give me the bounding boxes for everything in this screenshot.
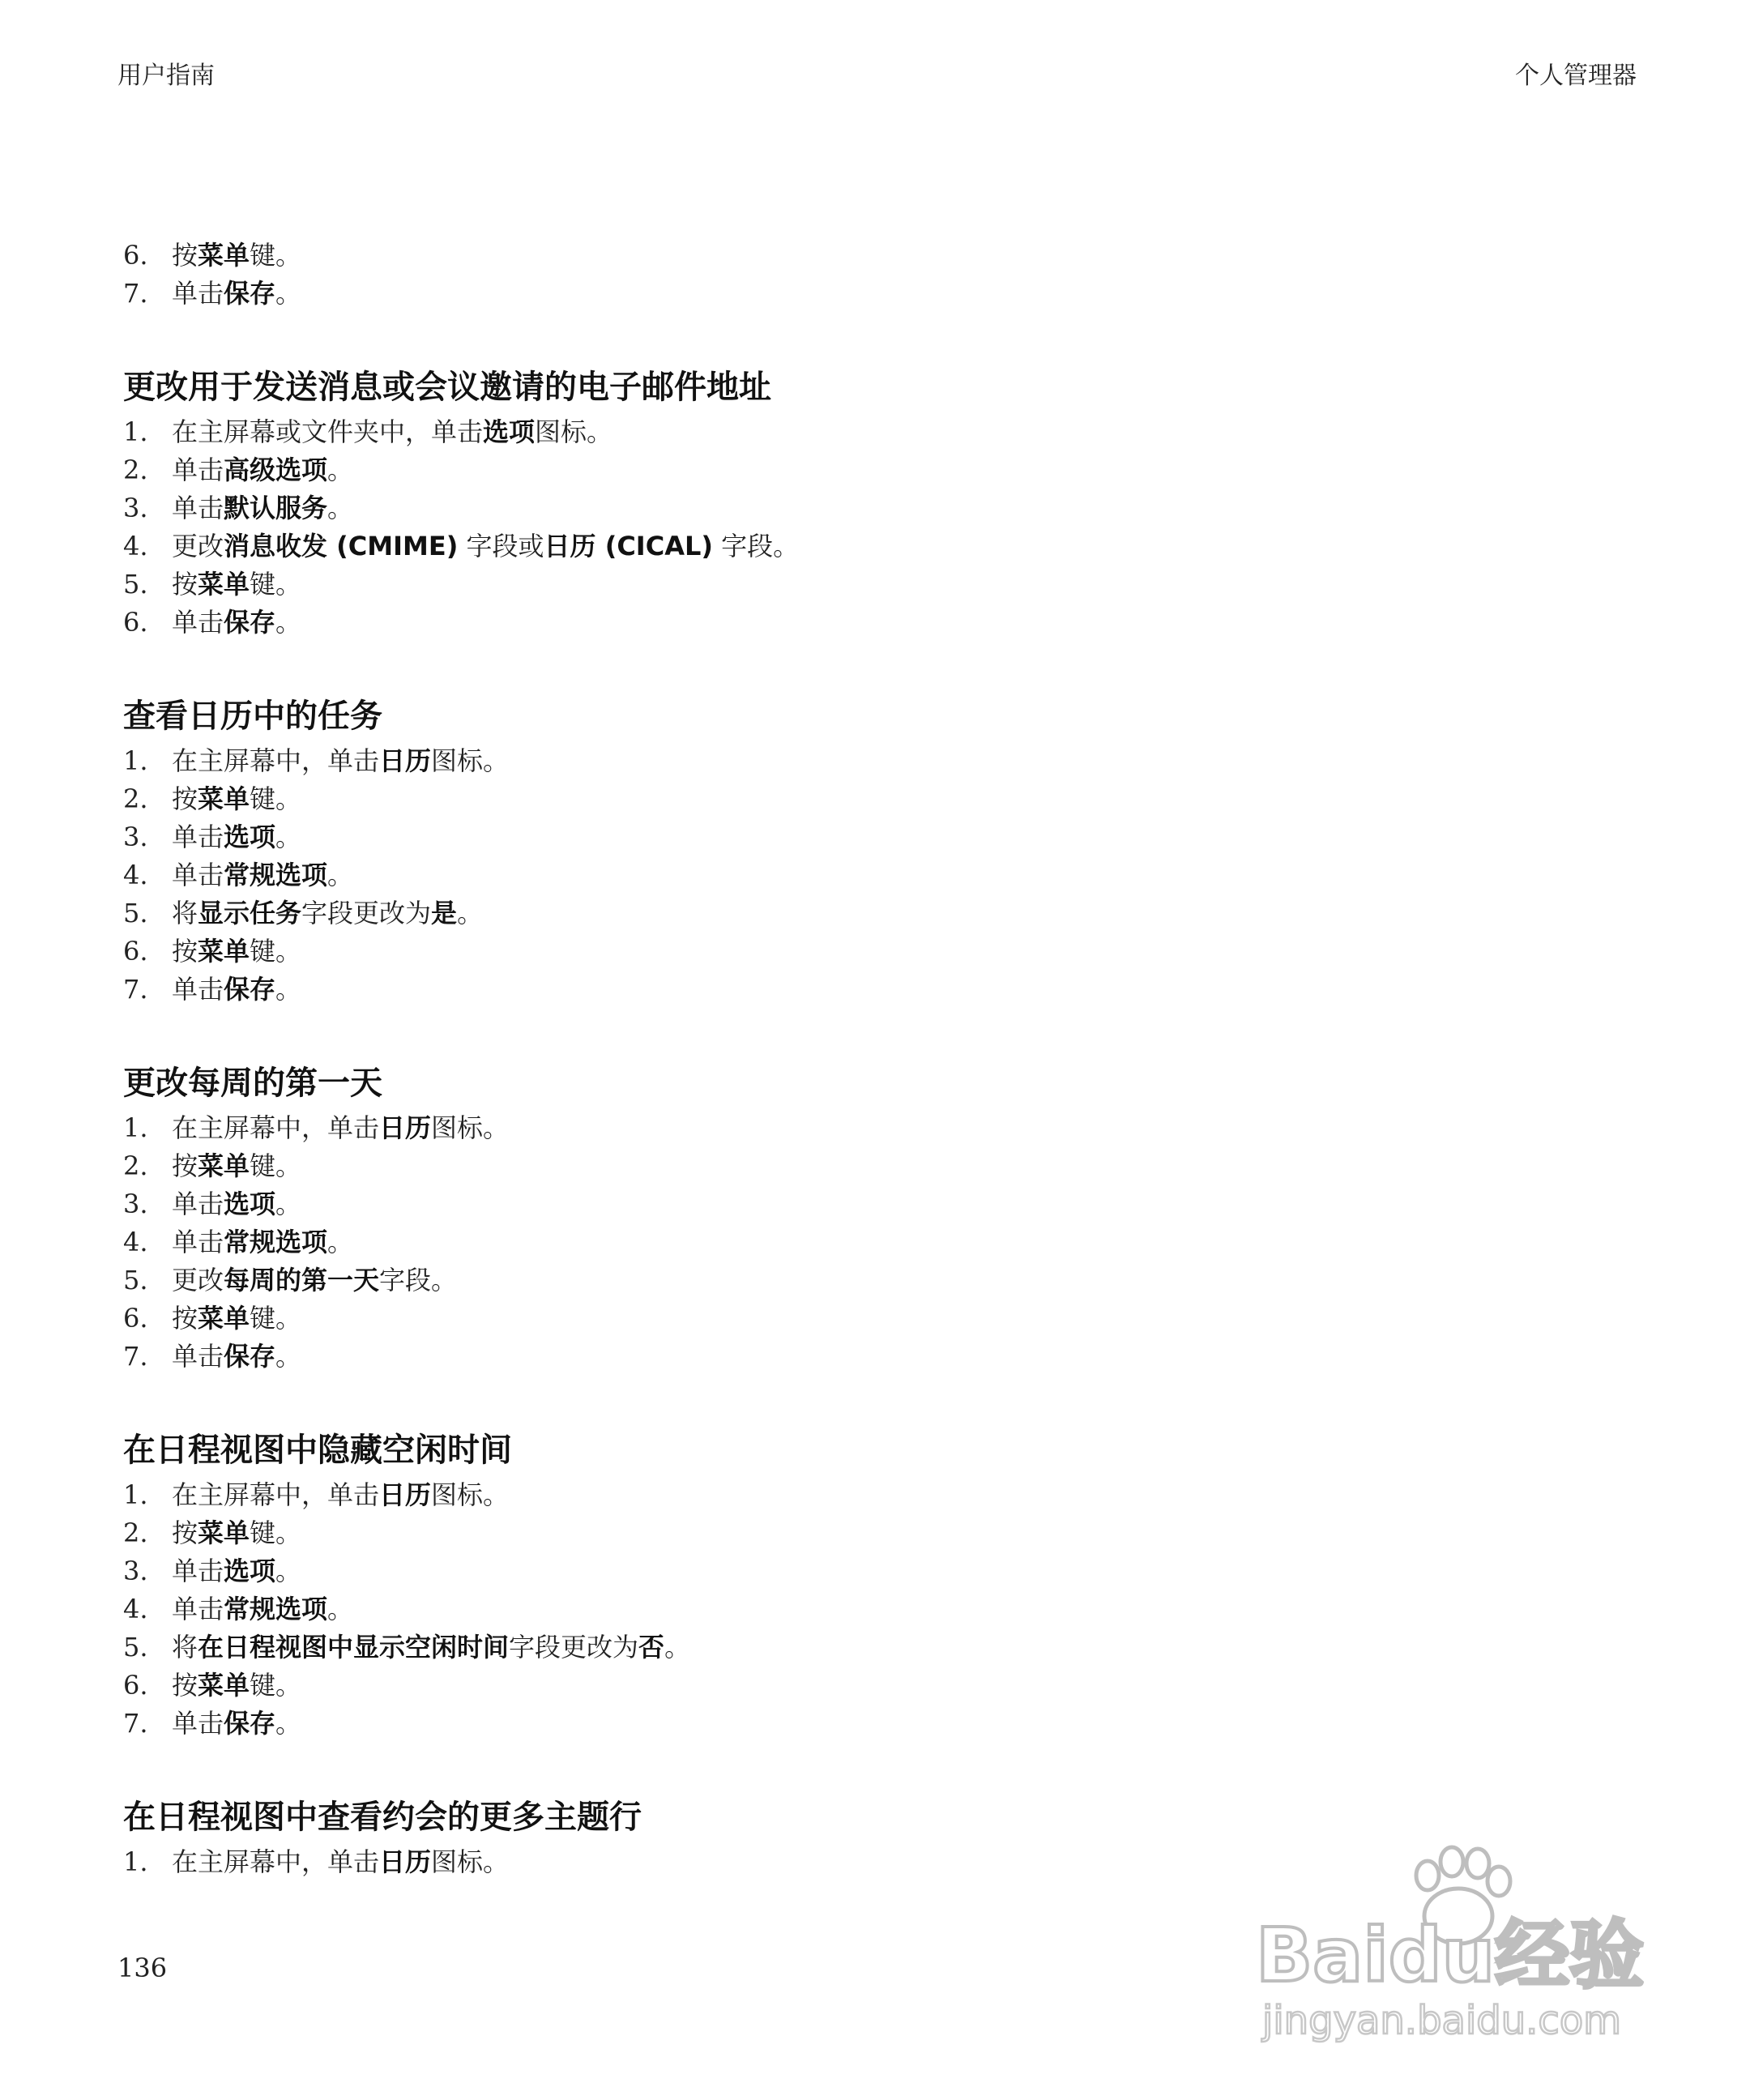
- step-list: [123, 413, 1500, 642]
- ui-term: 菜单: [198, 569, 250, 600]
- step-text: [172, 1147, 301, 1185]
- ui-term: 日历: [379, 1479, 432, 1510]
- step-text: [172, 1667, 301, 1705]
- ui-term: 保存: [224, 974, 276, 1005]
- ui-term: 是: [431, 898, 458, 928]
- step-item: [123, 742, 1500, 780]
- step-text: [172, 1223, 353, 1261]
- step-text-segment: 键。: [250, 936, 302, 967]
- step-number: 1.: [123, 1112, 148, 1143]
- step-item: [123, 1109, 1500, 1147]
- step-text-segment: 按: [172, 1150, 198, 1181]
- step-text-segment: 按: [172, 1303, 198, 1334]
- step-text-segment: 更改: [172, 1265, 224, 1295]
- step-text-segment: 将: [172, 1632, 198, 1662]
- ui-term: 选项: [224, 1556, 276, 1586]
- ui-term: 菜单: [198, 1670, 250, 1701]
- step-number: 7.: [123, 278, 148, 309]
- step-text: [172, 1476, 509, 1514]
- step-text: [172, 1514, 301, 1552]
- step-text: [172, 566, 301, 604]
- step-item: [123, 527, 1500, 566]
- step-text: [172, 237, 301, 275]
- step-number: 4.: [123, 860, 148, 890]
- ui-term: 每周的第一天: [224, 1265, 380, 1295]
- step-text-segment: 。: [327, 1227, 354, 1257]
- step-item: [123, 489, 1500, 527]
- step-item: [123, 818, 1500, 856]
- ui-term: 常规选项: [224, 1594, 328, 1624]
- step-text: [172, 413, 612, 451]
- step-text: [172, 818, 301, 856]
- step-number: 3.: [123, 493, 148, 523]
- ui-term: 选项: [224, 822, 276, 852]
- step-text-segment: 。: [275, 1708, 302, 1739]
- step-text-segment: 。: [327, 455, 354, 485]
- step-item: [123, 1628, 1500, 1667]
- step-text-segment: 。: [327, 1594, 354, 1624]
- step-text-segment: 单击: [172, 1556, 224, 1586]
- step-text-segment: 。: [275, 278, 302, 309]
- step-item: [123, 1147, 1500, 1185]
- step-text-segment: 图标。: [431, 745, 510, 776]
- step-text-segment: 单击: [172, 455, 224, 485]
- step-number: 7.: [123, 1341, 148, 1372]
- step-text-segment: 在主屏幕中，单击: [172, 1846, 380, 1877]
- step-item: [123, 1667, 1500, 1705]
- step-text-segment: 。: [664, 1632, 691, 1662]
- ui-term: 在日程视图中显示空闲时间: [198, 1632, 510, 1662]
- ui-term: 菜单: [198, 936, 250, 967]
- baidu-paw-logo-icon: [1248, 1839, 1669, 2050]
- step-number: 2.: [123, 455, 148, 485]
- baidu-jingyan-watermark: [1248, 1839, 1669, 2050]
- section: [123, 237, 1500, 313]
- step-number: 5.: [123, 569, 148, 600]
- step-number: 4.: [123, 1594, 148, 1624]
- step-item: [123, 237, 1500, 275]
- step-text-segment: 按: [172, 1670, 198, 1701]
- header-guide-title: 用户指南: [117, 62, 215, 90]
- step-number: 6.: [123, 936, 148, 967]
- ui-term: 日历: [379, 1846, 432, 1877]
- ui-term: 高级选项: [224, 455, 328, 485]
- step-item: [123, 780, 1500, 818]
- ui-term: 保存: [224, 1708, 276, 1739]
- step-text: [172, 1628, 690, 1667]
- section-title: 在日程视图中查看约会的更多主题行: [123, 1799, 642, 1836]
- section-title: 更改每周的第一天: [123, 1065, 382, 1102]
- step-text-segment: 按: [172, 783, 198, 814]
- ui-term: 常规选项: [224, 1227, 328, 1257]
- step-item: [123, 275, 1500, 313]
- step-text: [172, 894, 483, 933]
- step-text-segment: 单击: [172, 974, 224, 1005]
- step-text-segment: 单击: [172, 1227, 224, 1257]
- step-text-segment: 键。: [250, 1150, 302, 1181]
- step-number: 1.: [123, 1479, 148, 1510]
- step-list: [123, 1109, 1500, 1376]
- ui-term: 显示任务: [198, 898, 302, 928]
- step-text-segment: 。: [275, 1341, 302, 1372]
- step-text-segment: 字段或: [458, 531, 544, 561]
- step-text-segment: 。: [275, 1189, 302, 1219]
- step-number: 4.: [123, 1227, 148, 1257]
- step-text: [172, 275, 301, 313]
- ui-term: 保存: [224, 1341, 276, 1372]
- step-item: [123, 1552, 1500, 1590]
- ui-term: 保存: [224, 607, 276, 638]
- ui-term: 菜单: [198, 1303, 250, 1334]
- ui-term: 日历 (CICAL): [544, 531, 713, 561]
- step-text: [172, 1300, 301, 1338]
- step-number: 5.: [123, 898, 148, 928]
- step-item: [123, 1261, 1500, 1300]
- step-item: [123, 856, 1500, 894]
- step-text: [172, 856, 353, 894]
- step-text: [172, 489, 353, 527]
- step-number: 1.: [123, 416, 148, 447]
- step-item: [123, 894, 1500, 933]
- ui-term: 选项: [224, 1189, 276, 1219]
- step-item: [123, 1300, 1500, 1338]
- step-text-segment: 按: [172, 1517, 198, 1548]
- step-number: 6.: [123, 1670, 148, 1701]
- ui-term: 菜单: [198, 1150, 250, 1181]
- step-item: [123, 451, 1500, 489]
- step-item: [123, 933, 1500, 971]
- section: [123, 366, 1500, 642]
- step-number: 3.: [123, 1556, 148, 1586]
- step-text-segment: 将: [172, 898, 198, 928]
- step-number: 4.: [123, 531, 148, 561]
- step-text: [172, 933, 301, 971]
- step-list: [123, 237, 1500, 313]
- section: [123, 695, 1500, 1009]
- step-item: [123, 1514, 1500, 1552]
- step-text-segment: 字段更改为: [301, 898, 432, 928]
- step-text: [172, 604, 301, 642]
- ui-term: 菜单: [198, 1517, 250, 1548]
- step-text-segment: 单击: [172, 1341, 224, 1372]
- step-text-segment: 。: [327, 493, 354, 523]
- ui-term: 菜单: [198, 240, 250, 271]
- step-text-segment: 图标。: [431, 1479, 510, 1510]
- step-text: [172, 1552, 301, 1590]
- step-number: 1.: [123, 745, 148, 776]
- step-text: [172, 780, 301, 818]
- step-text-segment: 字段。: [379, 1265, 458, 1295]
- step-text: [172, 1843, 509, 1881]
- step-text-segment: 在主屏幕或文件夹中，单击: [172, 416, 484, 447]
- step-text-segment: 。: [275, 607, 302, 638]
- step-number: 6.: [123, 240, 148, 271]
- step-text-segment: 单击: [172, 1189, 224, 1219]
- section: [123, 1429, 1500, 1743]
- step-text-segment: 图标。: [535, 416, 613, 447]
- step-text-segment: 单击: [172, 1594, 224, 1624]
- step-text-segment: 在主屏幕中，单击: [172, 1112, 380, 1143]
- step-text-segment: 单击: [172, 278, 224, 309]
- step-text-segment: 在主屏幕中，单击: [172, 1479, 380, 1510]
- step-item: [123, 1223, 1500, 1261]
- step-item: [123, 1476, 1500, 1514]
- ui-term: 菜单: [198, 783, 250, 814]
- section-title: 更改用于发送消息或会议邀请的电子邮件地址: [123, 369, 771, 406]
- step-text: [172, 1185, 301, 1223]
- section-title: 查看日历中的任务: [123, 698, 382, 735]
- watermark-brand: Baidu经验: [1256, 1912, 1645, 1999]
- header-chapter-title: 个人管理器: [1515, 62, 1637, 90]
- ui-term: 日历: [379, 745, 432, 776]
- step-number: 7.: [123, 974, 148, 1005]
- step-text-segment: 。: [457, 898, 484, 928]
- step-text-segment: 键。: [250, 1670, 302, 1701]
- ui-term: 日历: [379, 1112, 432, 1143]
- step-text-segment: 在主屏幕中，单击: [172, 745, 380, 776]
- step-number: 7.: [123, 1708, 148, 1739]
- step-list: [123, 742, 1500, 1009]
- step-text-segment: 按: [172, 936, 198, 967]
- step-number: 6.: [123, 1303, 148, 1334]
- step-item: [123, 1705, 1500, 1743]
- document-body: [123, 237, 1500, 1881]
- step-text: [172, 971, 301, 1009]
- step-text: [172, 1705, 301, 1743]
- section: [123, 1062, 1500, 1376]
- page-header: [117, 55, 1637, 91]
- step-item: [123, 1185, 1500, 1223]
- ui-term: 常规选项: [224, 860, 328, 890]
- step-text-segment: 图标。: [431, 1112, 510, 1143]
- step-text-segment: 。: [275, 1556, 302, 1586]
- step-text-segment: 字段。: [712, 531, 800, 561]
- step-text: [172, 1590, 353, 1628]
- step-item: [123, 1338, 1500, 1376]
- step-text: [172, 451, 353, 489]
- step-number: 5.: [123, 1632, 148, 1662]
- step-text-segment: 键。: [250, 1517, 302, 1548]
- step-number: 2.: [123, 1150, 148, 1181]
- step-number: 3.: [123, 1189, 148, 1219]
- ui-term: 保存: [224, 278, 276, 309]
- step-text-segment: 键。: [250, 240, 302, 271]
- step-text-segment: 键。: [250, 569, 302, 600]
- step-text-segment: 单击: [172, 1708, 224, 1739]
- step-text-segment: 更改: [172, 531, 224, 561]
- step-text-segment: 图标。: [431, 1846, 510, 1877]
- step-text-segment: 单击: [172, 860, 224, 890]
- ui-term: 否: [638, 1632, 665, 1662]
- step-number: 6.: [123, 607, 148, 638]
- step-text-segment: 。: [275, 974, 302, 1005]
- step-number: 2.: [123, 1517, 148, 1548]
- step-text-segment: 字段更改为: [509, 1632, 639, 1662]
- step-text-segment: 键。: [250, 1303, 302, 1334]
- step-text: [172, 1261, 457, 1300]
- step-text-segment: 。: [275, 822, 302, 852]
- step-text-segment: 键。: [250, 783, 302, 814]
- step-item: [123, 1590, 1500, 1628]
- step-text: [172, 527, 799, 566]
- step-text: [172, 1109, 509, 1147]
- step-text-segment: 。: [327, 860, 354, 890]
- step-item: [123, 971, 1500, 1009]
- step-number: 1.: [123, 1846, 148, 1877]
- step-text: [172, 1338, 301, 1376]
- step-text-segment: 按: [172, 569, 198, 600]
- step-text-segment: 按: [172, 240, 198, 271]
- watermark-url: jingyan.baidu.com: [1262, 1998, 1621, 2043]
- page-number: 136: [117, 1953, 168, 1983]
- step-item: [123, 413, 1500, 451]
- step-item: [123, 604, 1500, 642]
- step-number: 2.: [123, 783, 148, 814]
- step-number: 5.: [123, 1265, 148, 1295]
- step-text-segment: 单击: [172, 607, 224, 638]
- ui-term: 默认服务: [224, 493, 328, 523]
- step-list: [123, 1476, 1500, 1743]
- step-text: [172, 742, 509, 780]
- section-title: 在日程视图中隐藏空闲时间: [123, 1432, 512, 1469]
- step-item: [123, 566, 1500, 604]
- step-text-segment: 单击: [172, 822, 224, 852]
- ui-term: 消息收发 (CMIME): [224, 531, 459, 561]
- step-number: 3.: [123, 822, 148, 852]
- ui-term: 选项: [483, 416, 536, 447]
- step-text-segment: 单击: [172, 493, 224, 523]
